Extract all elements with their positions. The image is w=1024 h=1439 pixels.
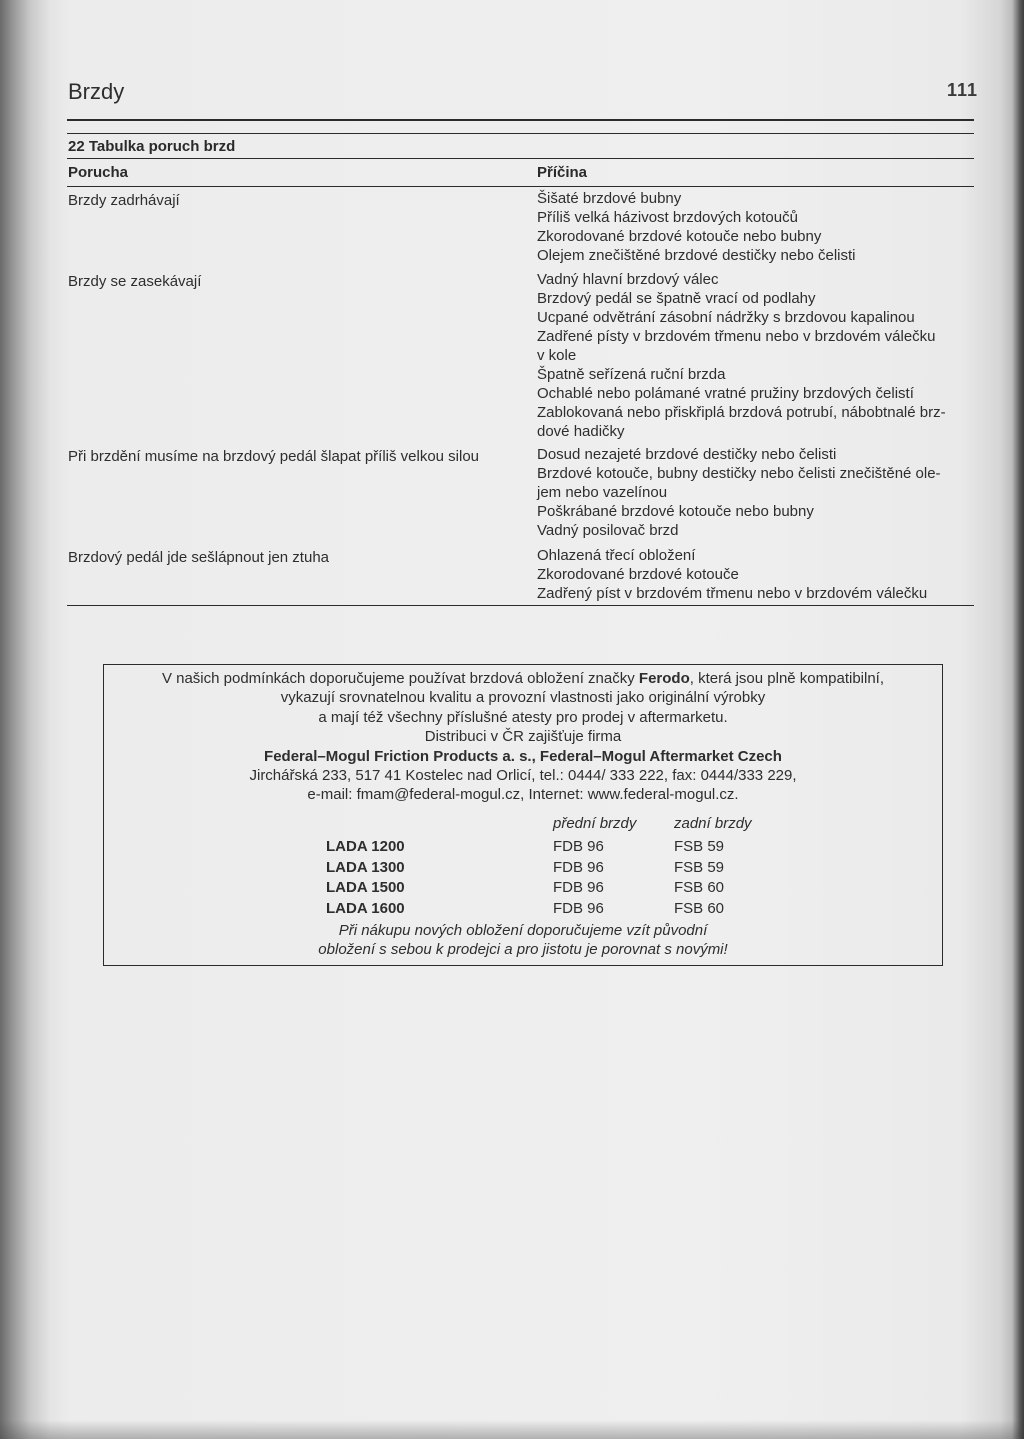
table-title: 22 Tabulka poruch brzd (68, 138, 236, 155)
car-model: LADA 1500 (326, 879, 405, 896)
product-row (104, 877, 942, 898)
cause-line: Zkorodované brzdové kotouče (537, 566, 739, 583)
fault-cell: Brzdy se zasekávají (68, 273, 202, 290)
distributor-address: Jirchářská 233, 517 41 Kostelec nad Orlicí, tel.: 0444/ 333 222, fax: 0444/333 229, (249, 767, 797, 784)
rear-shoe-code: FSB 60 (674, 900, 725, 917)
rear-shoe-code: FSB 59 (674, 859, 725, 876)
cause-cell (537, 270, 977, 441)
cause-line: Ohlazená třecí obložení (537, 547, 696, 564)
distributor-company: Federal–Mogul Friction Products a. s., Federal–Mogul Aftermarket Czech (264, 748, 782, 765)
cause-line: Šišaté brzdové bubny (537, 190, 682, 207)
cause-line: Poškrábané brzdové kotouče nebo bubny (537, 503, 814, 520)
product-row (104, 857, 942, 878)
cause-line: Špatně seřízená ruční brzda (537, 366, 726, 383)
notice-footer-line-1: Při nákupu nových obložení doporučujeme vzít původní (338, 922, 708, 939)
fault-cell: Brzdy zadrhávají (68, 192, 180, 209)
table-bottom-rule (67, 605, 974, 606)
cause-line: Zadřené písty v brzdovém třmenu nebo v brzdovém válečku (537, 328, 936, 345)
header-rear-brakes: zadní brzdy (674, 815, 752, 832)
cause-line: Zkorodované brzdové kotouče nebo bubny (537, 228, 822, 245)
notice-line-2: vykazují srovnatelnou kvalitu a provozní vlastnosti jako originální výrobky (280, 689, 766, 706)
product-table-header (104, 813, 942, 834)
notice-intro-text: V našich podmínkách doporučujeme používat brzdová obložení značky (161, 670, 639, 687)
cause-cell (537, 546, 977, 603)
notice-intro-tail: , která jsou plně kompatibilní, (689, 670, 885, 687)
cause-line: Brzdový pedál se špatně vrací od podlahy (537, 290, 816, 307)
cause-cell (537, 189, 977, 265)
cause-line: jem nebo vazelínou (537, 484, 668, 501)
header-front-brakes: přední brzdy (553, 815, 637, 832)
fault-cell: Při brzdění musíme na brzdový pedál šlapat příliš velkou silou (68, 448, 480, 465)
cause-line: Dosud nezajeté brzdové destičky nebo čelisti (537, 446, 837, 463)
cause-line: Vadný posilovač brzd (537, 522, 679, 539)
table-title-top-rule (67, 133, 974, 134)
column-header-rule (67, 186, 974, 187)
notice-line-4: Distribuci v ČR zajišťuje firma (424, 728, 622, 745)
cause-line: dové hadičky (537, 423, 625, 440)
fault-cell: Brzdový pedál jde sešlápnout jen ztuha (68, 549, 330, 566)
notice-line-3: a mají též všechny příslušné atesty pro prodej v aftermarketu. (318, 709, 728, 726)
cause-line: Brzdové kotouče, bubny destičky nebo čelisti znečištěné ole- (537, 465, 941, 482)
car-model: LADA 1600 (326, 900, 405, 917)
table-title-bottom-rule (67, 158, 974, 159)
cause-line: Olejem znečištěné brzdové destičky nebo čelisti (537, 247, 856, 264)
car-model: LADA 1200 (326, 838, 405, 855)
front-pad-code: FDB 96 (553, 859, 604, 876)
rear-shoe-code: FSB 59 (674, 838, 725, 855)
notice-intro (104, 669, 942, 688)
cause-line: Vadný hlavní brzdový válec (537, 271, 719, 288)
cause-line: Zablokovaná nebo přiskřiplá brzdová potrubí, nábobtnalé brz- (537, 404, 946, 421)
cause-line: Příliš velká házivost brzdových kotoučů (537, 209, 798, 226)
cause-line: v kole (537, 347, 577, 364)
page-bottom-shadow (0, 1420, 1024, 1439)
running-title: Brzdy (68, 79, 125, 104)
column-header-cause: Příčina (537, 164, 588, 181)
cause-line: Zadřený píst v brzdovém třmenu nebo v brzdovém válečku (537, 585, 928, 602)
rear-shoe-code: FSB 60 (674, 879, 725, 896)
cause-line: Ucpané odvětrání zásobní nádržky s brzdovou kapalinou (537, 309, 915, 326)
cause-cell (537, 445, 977, 540)
product-row (104, 836, 942, 857)
product-row (104, 898, 942, 919)
notice-footer-line-2: obložení s sebou k prodejci a pro jistotu je porovnat s novými! (318, 941, 728, 958)
column-header-fault: Porucha (68, 164, 129, 181)
ferodo-notice-box (103, 664, 943, 966)
front-pad-code: FDB 96 (553, 838, 604, 855)
car-model: LADA 1300 (326, 859, 405, 876)
cause-line: Ochablé nebo polámané vratné pružiny brzdových čelistí (537, 385, 914, 402)
page-number: 111 (946, 80, 978, 100)
front-pad-code: FDB 96 (553, 900, 604, 917)
brand-name: Ferodo (638, 670, 690, 687)
header-rule (67, 119, 974, 121)
front-pad-code: FDB 96 (553, 879, 604, 896)
distributor-contact: e-mail: fmam@federal-mogul.cz, Internet: www.federal-mogul.cz. (307, 786, 739, 803)
